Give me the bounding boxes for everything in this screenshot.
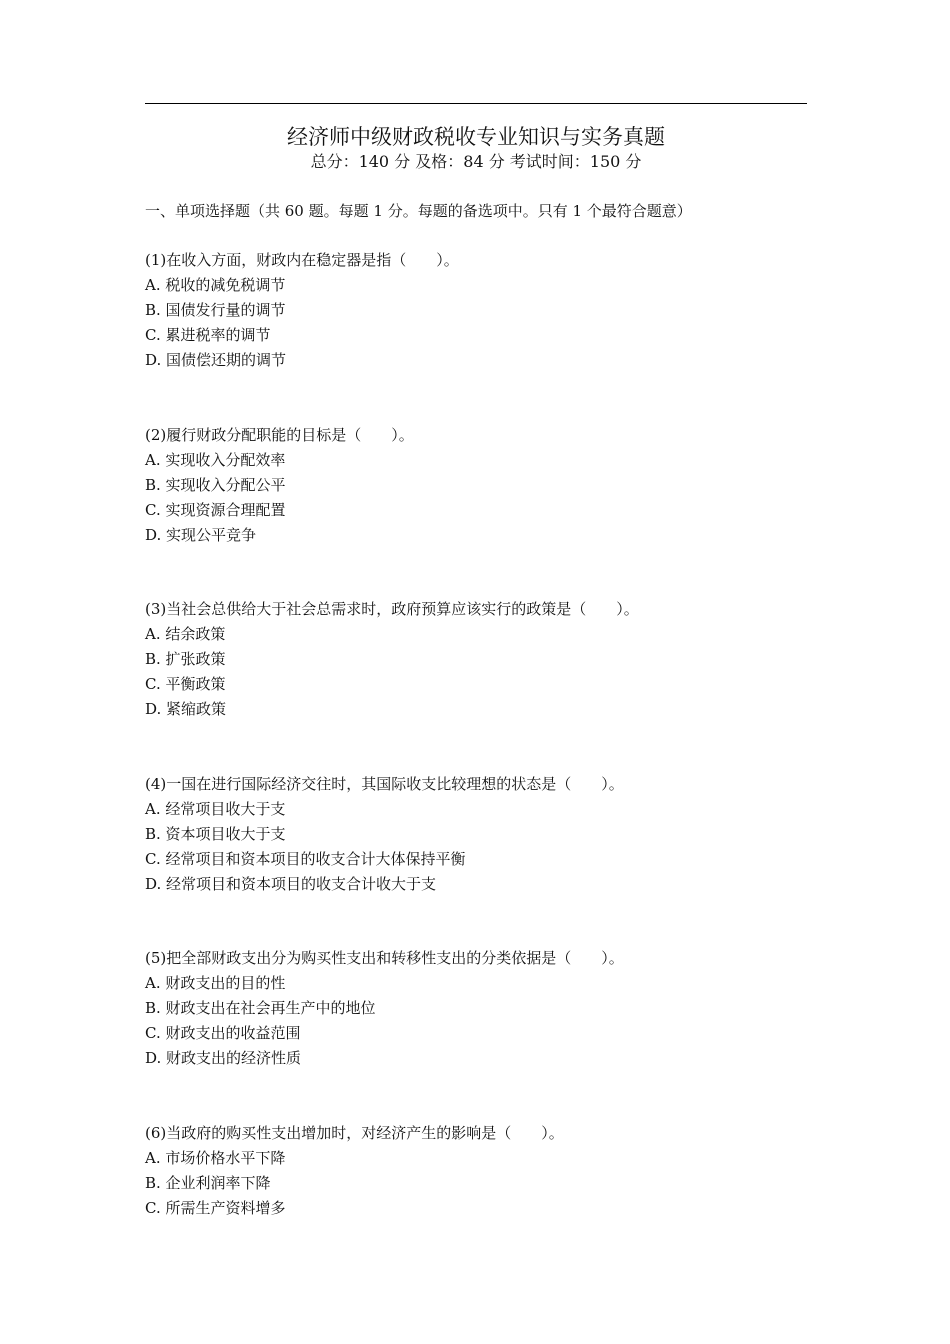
exam-info: 总分：140 分 及格：84 分 考试时间：150 分	[310, 152, 642, 171]
option-c: C. 所需生产资料增多	[145, 1198, 286, 1217]
option-c: C. 财政支出的收益范围	[145, 1024, 301, 1042]
question-stem: (5)把全部财政支出分为购买性支出和转移性支出的分类依据是（ ）。	[145, 949, 624, 967]
page-title: 经济师中级财政税收专业知识与实务真题	[287, 125, 665, 149]
question-stem: (4)一国在进行国际经济交往时，其国际收支比较理想的状态是（ ）。	[145, 774, 624, 793]
option-b: B. 国债发行量的调节	[145, 301, 286, 319]
question-stem: (2)履行财政分配职能的目标是（ ）。	[145, 425, 414, 444]
question-4	[145, 772, 807, 947]
question-1	[145, 248, 807, 423]
option-b: B. 资本项目收大于支	[145, 824, 286, 843]
question-stem: (6)当政府的购买性支出增加时，对经济产生的影响是（ ）。	[145, 1123, 564, 1142]
option-b: B. 扩张政策	[145, 650, 226, 668]
option-b: B. 企业利润率下降	[145, 1173, 271, 1192]
header-rule	[145, 103, 807, 104]
option-a: A. 结余政策	[145, 625, 226, 643]
option-a: A. 市场价格水平下降	[145, 1148, 286, 1167]
option-a: A. 税收的减免税调节	[145, 276, 286, 294]
question-stem: (3)当社会总供给大于社会总需求时，政府预算应该实行的政策是（ ）。	[145, 600, 639, 618]
option-b: B. 实现收入分配公平	[145, 475, 286, 494]
question-3	[145, 597, 807, 772]
question-stem: (1)在收入方面，财政内在稳定器是指（ ）。	[145, 251, 459, 269]
question-6	[145, 1121, 807, 1296]
option-a: A. 实现收入分配效率	[145, 450, 286, 469]
option-b: B. 财政支出在社会再生产中的地位	[145, 999, 376, 1017]
document-page	[145, 0, 807, 1344]
option-d: D. 实现公平竞争	[145, 525, 257, 544]
option-d: D. 紧缩政策	[145, 700, 227, 718]
question-2	[145, 423, 807, 598]
option-c: C. 经常项目和资本项目的收支合计大体保持平衡	[145, 849, 466, 868]
question-list	[145, 248, 807, 1295]
option-a: A. 经常项目收大于支	[145, 799, 286, 818]
option-a: A. 财政支出的目的性	[145, 974, 286, 992]
option-c: C. 平衡政策	[145, 675, 226, 693]
option-d: D. 经常项目和资本项目的收支合计收大于支	[145, 874, 437, 893]
option-d: D. 财政支出的经济性质	[145, 1049, 302, 1067]
question-5	[145, 946, 807, 1121]
option-d: D. 国债偿还期的调节	[145, 351, 287, 369]
section-heading: 一、单项选择题（共 60 题。每题 1 分。每题的备选项中。只有 1 个最符合题意）	[145, 202, 692, 220]
option-c: C. 累进税率的调节	[145, 326, 271, 344]
option-c: C. 实现资源合理配置	[145, 500, 286, 519]
